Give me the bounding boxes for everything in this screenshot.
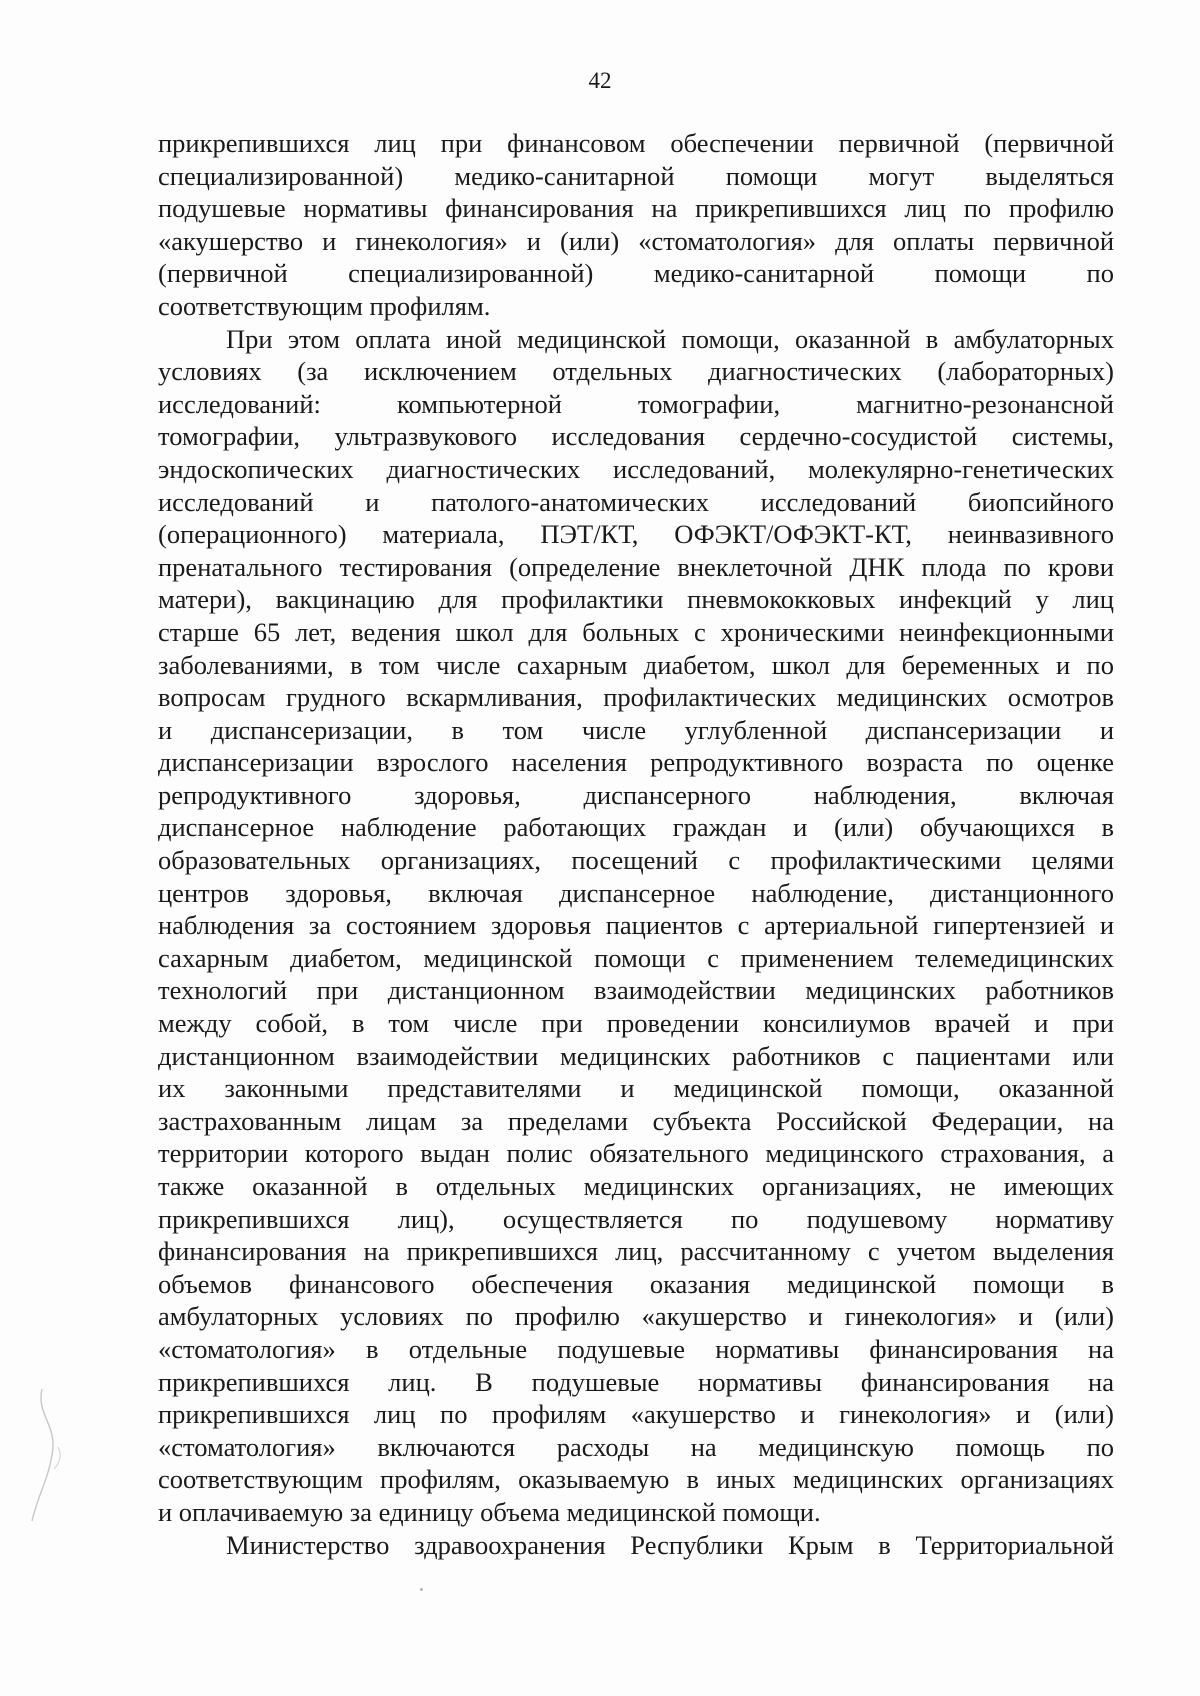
text-line: также оказанной в отдельных медицинских организациях, не имеющих	[158, 1171, 1114, 1201]
text-line: соответствующим профилям, оказываемую в иных медицинских организациях	[158, 1464, 1114, 1495]
text-line: технологий при дистанционном взаимодействии медицинских работников	[158, 975, 1114, 1006]
text-line: вопросам грудного вскармливания, профилактических медицинских осмотров	[158, 682, 1114, 713]
text-line: томографии, ультразвукового исследования сердечно-сосудистой системы,	[158, 421, 1114, 452]
document-body	[158, 127, 1114, 1561]
paragraph-3	[158, 1529, 1114, 1562]
text-line: (первичной специализированной) медико-санитарной помощи по	[158, 258, 1114, 289]
text-line: «акушерство и гинекология» и (или) «стоматология» для оплаты первичной	[158, 225, 1114, 256]
text-line: При этом оплата иной медицинской помощи, оказанной в амбулаторных	[226, 323, 1114, 354]
text-line: застрахованным лицам за пределами субъекта Российской Федерации, на	[158, 1105, 1114, 1136]
text-line: Министерство здравоохранения Республики Крым в Территориальной	[226, 1529, 1114, 1560]
text-line: прикрепившихся лиц при финансовом обеспечении первичной (первичной	[158, 128, 1114, 158]
text-line: эндоскопических диагностических исследований, молекулярно-генетических	[158, 453, 1114, 484]
text-line: объемов финансового обеспечения оказания медицинской помощи в	[158, 1268, 1114, 1299]
text-line: амбулаторных условиях по профилю «акушерство и гинекология» и (или)	[158, 1301, 1114, 1332]
text-line: репродуктивного здоровья, диспансерного наблюдения, включая	[158, 779, 1114, 810]
text-line: соответствующим профилям.	[158, 290, 491, 321]
text-line: наблюдения за состоянием здоровья пациентов с артериальной гипертензией и	[158, 910, 1114, 941]
text-line: их законными представителями и медицинской помощи, оказанной	[158, 1073, 1114, 1104]
text-line: сахарным диабетом, медицинской помощи с применением телемедицинских	[158, 942, 1114, 973]
text-line: специализированной) медико-санитарной помощи могут выделяться	[158, 160, 1114, 191]
text-line: пренатального тестирования (определение внеклеточной ДНК плода по крови	[158, 551, 1114, 582]
text-line: (операционного) материала, ПЭТ/КТ, ОФЭКТ/ОФЭКТ-КТ, неинвазивного	[158, 519, 1114, 550]
text-line: между собой, в том числе при проведении консилиумов врачей и при	[158, 1008, 1114, 1039]
text-line: условиях (за исключением отдельных диагностических (лабораторных)	[158, 356, 1114, 387]
margin-pen-mark	[28, 1385, 68, 1525]
text-line: и диспансеризации, в том числе углубленной диспансеризации и	[158, 714, 1114, 745]
text-line: «стоматология» в отдельные подушевые нормативы финансирования на	[158, 1333, 1114, 1364]
paragraph-2	[158, 323, 1114, 1529]
text-line: дистанционном взаимодействии медицинских работников с пациентами или	[158, 1040, 1114, 1071]
text-line: центров здоровья, включая диспансерное наблюдение, дистанционного	[158, 877, 1114, 908]
text-line: исследований и патолого-анатомических исследований биопсийного	[158, 486, 1114, 517]
text-line: старше 65 лет, ведения школ для больных с хроническими неинфекционными	[158, 616, 1114, 647]
text-line: диспансерное наблюдение работающих граждан и (или) обучающихся в	[158, 812, 1114, 843]
text-line: исследований: компьютерной томографии, магнитно-резонансной	[158, 388, 1114, 419]
text-line: прикрепившихся лиц по профилям «акушерство и гинекология» и (или)	[158, 1399, 1114, 1430]
page-number: 42	[588, 68, 612, 93]
text-line: заболеваниями, в том числе сахарным диабетом, школ для беременных и по	[158, 649, 1114, 680]
text-line: диспансеризации взрослого населения репродуктивного возраста по оценке	[158, 747, 1114, 778]
text-line: финансирования на прикрепившихся лиц, рассчитанному с учетом выделения	[158, 1236, 1114, 1267]
text-line: территории которого выдан полис обязательного медицинского страхования, а	[158, 1138, 1114, 1169]
text-line: и оплачиваемую за единицу объема медицинской помощи.	[158, 1496, 821, 1527]
text-line: образовательных организациях, посещений с профилактическими целями	[158, 845, 1114, 876]
text-line: «стоматология» включаются расходы на медицинскую помощь по	[158, 1431, 1114, 1462]
text-line: подушевые нормативы финансирования на прикрепившихся лиц по профилю	[158, 193, 1114, 224]
scan-speck	[420, 1588, 423, 1591]
paragraph-1	[158, 127, 1114, 323]
text-line: прикрепившихся лиц. В подушевые нормативы финансирования на	[158, 1366, 1114, 1397]
text-line: матери), вакцинацию для профилактики пневмококковых инфекций у лиц	[158, 584, 1114, 615]
text-line: прикрепившихся лиц), осуществляется по подушевому нормативу	[158, 1203, 1114, 1234]
